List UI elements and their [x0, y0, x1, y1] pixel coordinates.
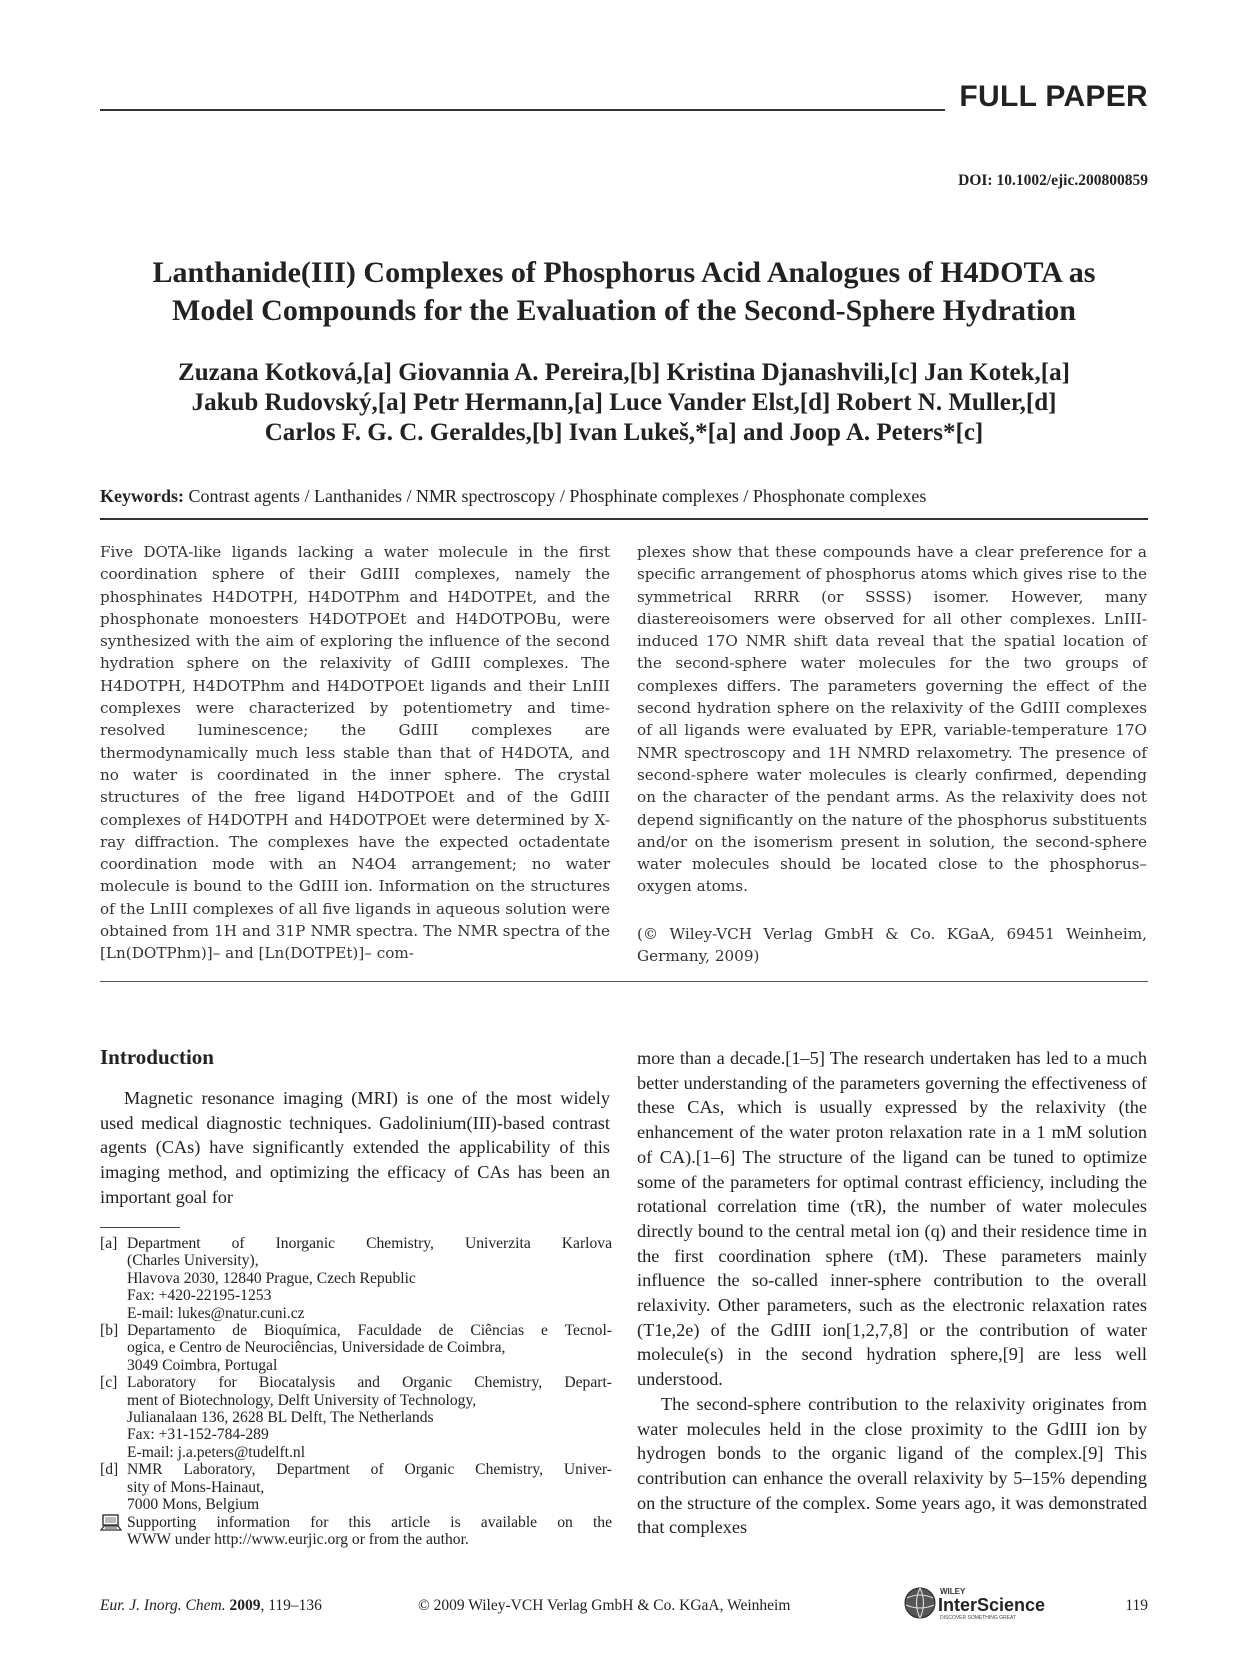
introduction-heading: Introduction — [100, 1045, 214, 1069]
supporting-info-line: Supporting information for this article is available on the — [127, 1513, 612, 1531]
title-line-1: Lanthanide(III) Complexes of Phosphorus Acid Analogues of H4DOTA as — [152, 256, 1096, 289]
footnote-tag: [c] — [100, 1374, 118, 1392]
logo-globe-icon — [905, 1588, 935, 1618]
footnote-tag: [b] — [100, 1322, 119, 1340]
footnote-rule — [100, 1227, 180, 1228]
introduction-paragraph-1: more than a decade.[1–5] The research undertaken has led to a much better understanding of the parameters governing the effectiveness of these CAs, which is usually expressed by the relaxivity (the enhancement of the water proton relaxation rate in a 1 mM solution of CA).[1–6] The structure of the ligand can be tuned to optimize some of the parameters for optimal contrast efficiency, including the rotational correlation time (τR), the number of water molecules directly bound to the central metal ion (q) and their residence time in the first coordination sphere (τM). These parameters mainly influence the so-called inner-sphere contribution to the overall relaxivity. Other parameters, such as the electronic relaxation rates (T1e,2e) of the GdIII ion[1,2,7,8] or the contribution of water molecule(s) in the second hydration sphere,[9] are less well understood. — [637, 1048, 1147, 1390]
footnote-line: NMR Laboratory, Department of Organic Chemistry, Univer- — [127, 1461, 612, 1479]
abstract-left-column: Five DOTA-like ligands lacking a water molecule in the first coordination sphere of their GdIII complexes, namely the phosphinates H4DOTPH, H4DOTPhm and H4DOTPEt, and the phosphonate monoesters H4DOTPOEt and H4DOTPOBu, were synthesized with the aim of exploring the influence of the second hydration sphere on the relaxivity of GdIII complexes. The H4DOTPH, H4DOTPhm and H4DOTPOEt ligands and their LnIII complexes were characterized by potentiometry and time-resolved luminescence; the GdIII complexes are thermodynamically much less stable than that of H4DOTA, and no water is coordinated in the inner sphere. The crystal structures of the free ligand H4DOTPOEt and of the GdIII complexes of H4DOTPH and H4DOTPOEt were determined by X-ray diffraction. The complexes have the expected octadentate coordination mode with an N4O4 arrangement; no water molecule is bound to the GdIII ion. Information on the structures of the LnIII complexes of all five ligands in aqueous solution were obtained from 1H and 31P NMR spectra. The NMR spectra of the [Ln(DOTPhm)]– and [Ln(DOTPEt)]– com- — [100, 543, 610, 963]
footnote-line: Departamento de Bioquímica, Faculdade de Ciências e Tecnol- — [127, 1322, 612, 1340]
footnote-line: E-mail: lukes@natur.cuni.cz — [127, 1304, 305, 1322]
footnote-line: Hlavova 2030, 12840 Prague, Czech Republic — [127, 1269, 416, 1287]
keywords — [100, 486, 926, 507]
footnote-line: 3049 Coimbra, Portugal — [127, 1356, 278, 1374]
footnote-line: Julianalaan 136, 2628 BL Delft, The Netherlands — [127, 1409, 434, 1427]
abstract-copyright: (© Wiley-VCH Verlag GmbH & Co. KGaA, 69451 Weinheim, Germany, 2009) — [637, 925, 1147, 966]
footnote-line: Department of Inorganic Chemistry, Univerzita Karlova — [127, 1235, 612, 1252]
introduction-left-paragraph: Magnetic resonance imaging (MRI) is one of the most widely used medical diagnostic techniques. Gadolinium(III)-based contrast agents (CAs) have significantly extended the applicability of this imaging method, and optimizing the efficacy of CAs has been an important goal for — [100, 1088, 610, 1207]
section-label: FULL PAPER — [959, 80, 1148, 113]
interscience-logo — [902, 1584, 1072, 1622]
footnote-d — [100, 1461, 612, 1513]
footnote-b — [100, 1322, 612, 1374]
footnote-tag: [d] — [100, 1461, 119, 1479]
footnote-line: ogica, e Centro de Neurociências, Universidade de Coimbra, — [127, 1339, 506, 1357]
introduction-paragraph-2: The second-sphere contribution to the relaxivity originates from water molecules held in the close proximity to the GdIII ion by hydrogen bonds to the organic ligand of the complex.[9] This contribution can enhance the overall relaxivity by 5–15% depending on the structure of the complex. Some years ago, it was demonstrated that complexes — [637, 1393, 1147, 1538]
logo-wiley: WILEY — [940, 1587, 966, 1596]
authors-line-1: Zuzana Kotková,[a] Giovannia A. Pereira,[b] Kristina Djanashvili,[c] Jan Kotek,[a] — [178, 359, 1070, 386]
article-title — [100, 254, 1148, 330]
logo-interscience: InterScience — [938, 1595, 1046, 1615]
computer-icon — [100, 1514, 122, 1532]
logo-tagline: DISCOVER SOMETHING GREAT — [940, 1615, 1017, 1621]
footnote-tag: [a] — [100, 1235, 118, 1252]
footnote-line: 7000 Mons, Belgium — [127, 1496, 260, 1514]
doi: DOI: 10.1002/ejic.200800859 — [958, 172, 1148, 189]
title-line-2: Model Compounds for the Evaluation of the Second-Sphere Hydration — [172, 294, 1076, 327]
footnote-line: Fax: +31-152-784-289 — [127, 1426, 269, 1444]
abstract-rule — [100, 981, 1148, 982]
affiliation-footnotes — [100, 1235, 612, 1548]
footnote-line: (Charles University), — [127, 1252, 259, 1270]
journal-citation: Eur. J. Inorg. Chem. 2009, 119–136 — [100, 1597, 322, 1614]
supporting-info-line: WWW under http://www.eurjic.org or from the author. — [127, 1530, 469, 1548]
authors-line-3: Carlos F. G. C. Geraldes,[b] Ivan Lukeš,*[a] and Joop A. Peters*[c] — [264, 419, 984, 446]
footnote-c — [100, 1374, 612, 1461]
footnote-a — [100, 1235, 612, 1322]
introduction-right-column — [637, 1046, 1147, 1540]
footnote-line: ment of Biotechnology, Delft University of Technology, — [127, 1391, 477, 1409]
abstract-right-column: plexes show that these compounds have a clear preference for a specific arrangement of phosphorus atoms which gives rise to the symmetrical RRRR (or SSSS) isomer. However, many diastereoisomers were observed for all other complexes. LnIII-induced 17O NMR shift data reveal that the spatial location of the second-sphere water molecules for the two groups of complexes differs. The parameters governing the effect of the second hydration sphere on the relaxivity of the GdIII complexes of all ligands were evaluated by EPR, variable-temperature 17O NMR spectroscopy and 1H NMRD relaxometry. The presence of second-sphere water molecules is clearly confirmed, depending on the character of the pendant arms. As the relaxivity does not depend significantly on the nature of the phosphorus substituents and/or on the isomerism present in solution, the second-sphere water molecules should be located close to the phosphorus–oxygen atoms. — [637, 543, 1147, 896]
keywords-text: Contrast agents / Lanthanides / NMR spectroscopy / Phosphinate complexes / Phosphonate complexes — [188, 486, 927, 506]
author-list — [100, 358, 1148, 448]
footnote-line: Fax: +420-22195-1253 — [127, 1287, 272, 1305]
journal-year-pages: 2009 — [229, 1597, 261, 1614]
journal-name: Eur. J. Inorg. Chem. — [100, 1597, 226, 1614]
keywords-rule — [100, 518, 1148, 520]
page-number: 119 — [1125, 1597, 1148, 1614]
authors-line-2: Jakub Rudovský,[a] Petr Hermann,[a] Luce Vander Elst,[d] Robert N. Muller,[d] — [191, 389, 1057, 416]
footnote-line: E-mail: j.a.peters@tudelft.nl — [127, 1443, 306, 1461]
header-rule — [100, 109, 945, 111]
supporting-information-note — [100, 1514, 612, 1549]
footnote-line: Laboratory for Biocatalysis and Organic Chemistry, Depart- — [127, 1374, 612, 1392]
keywords-label: Keywords: — [100, 486, 184, 506]
publisher-copyright: © 2009 Wiley-VCH Verlag GmbH & Co. KGaA, Weinheim — [418, 1597, 791, 1614]
footnote-line: sity of Mons-Hainaut, — [127, 1478, 265, 1496]
